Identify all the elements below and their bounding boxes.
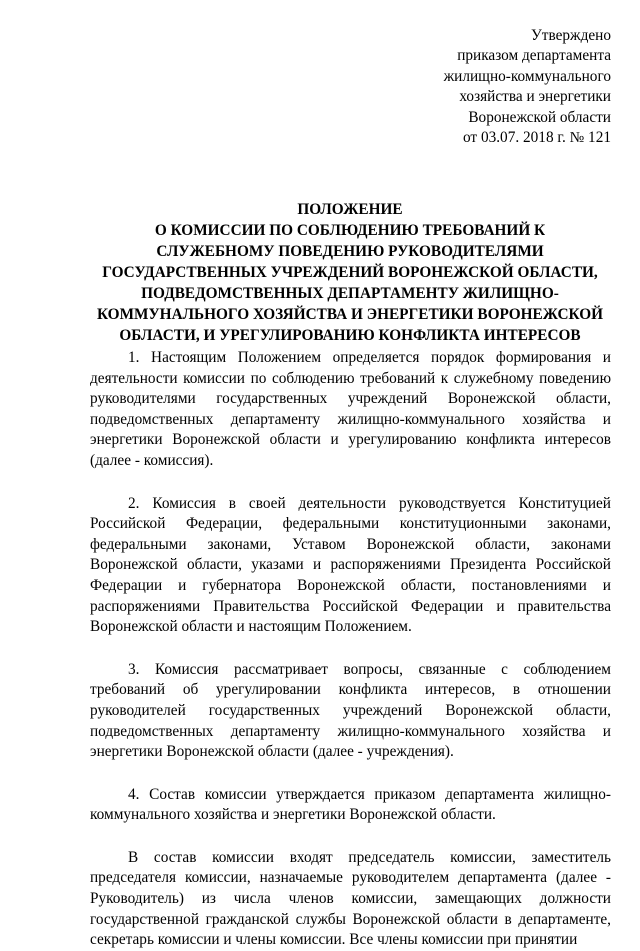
paragraph-1: 1. Настоящим Положением определяется порядок формирования и деятельности комиссии по соблюдению требований к служебному поведению руководителями государственных учреждений Воронежской области, подведомственных департаменту жилищно-коммунального хозяйства и энергетики Воронежской области и урегулированию конфликта интересов (далее - комиссия). — [90, 349, 611, 469]
document-body — [90, 348, 611, 951]
title-line: ОБЛАСТИ, И УРЕГУЛИРОВАНИЮ КОНФЛИКТА ИНТЕРЕСОВ — [119, 327, 581, 344]
approval-stamp — [351, 26, 611, 148]
document-title — [90, 199, 610, 346]
title-line: ПОЛОЖЕНИЕ — [297, 201, 403, 218]
approval-line: жилищно-коммунального — [443, 67, 611, 85]
paragraph-2: 2. Комиссия в своей деятельности руководствуется Конституцией Российской Федерации, федеральными конституционными законами, федеральными законами, Уставом Воронежской области, законами Воронежской области, указами и распоряжениями Президента Российской Федерации и губернатора Воронежской области, постановлениями и распоряжениями Правительства Российской Федерации и правительства Воронежской области и настоящим Положением. — [90, 494, 611, 636]
title-line: ГОСУДАРСТВЕННЫХ УЧРЕЖДЕНИЙ ВОРОНЕЖСКОЙ ОБЛАСТИ, — [102, 264, 598, 281]
approval-line: хозяйства и энергетики — [459, 88, 611, 106]
title-line: ПОДВЕДОМСТВЕННЫХ ДЕПАРТАМЕНТУ ЖИЛИЩНО- — [141, 285, 559, 302]
approval-line: приказом департамента — [457, 47, 611, 65]
title-line: О КОМИССИИ ПО СОБЛЮДЕНИЮ ТРЕБОВАНИЙ К — [154, 222, 546, 239]
approval-line: Воронежской области — [468, 108, 611, 126]
paragraph-5: В состав комиссии входят председатель комиссии, заместитель председателя комиссии, назначаемые руководителем департамента (далее - Руководитель) из числа членов комиссии, замещающих должности государственной гражданской службы Воронежской области в департаменте, секретарь комиссии и члены комиссии. Все члены комиссии при принятии — [90, 848, 611, 949]
paragraph-4: 4. Состав комиссии утверждается приказом департамента жилищно-коммунального хозяйства и энергетики Воронежской области. — [90, 785, 611, 824]
title-line: СЛУЖЕБНОМУ ПОВЕДЕНИЮ РУКОВОДИТЕЛЯМИ — [156, 243, 544, 260]
paragraph-3: 3. Комиссия рассматривает вопросы, связанные с соблюдением требований об урегулировании конфликта интересов, в отношении руководителей государственных учреждений Воронежской области, подведомственных департаменту жилищно-коммунального хозяйства и энергетики Воронежской области (далее - учреждения). — [90, 660, 611, 761]
approval-line: от 03.07. 2018 г. № 121 — [462, 129, 611, 147]
title-line: КОММУНАЛЬНОГО ХОЗЯЙСТВА И ЭНЕРГЕТИКИ ВОРОНЕЖСКОЙ — [96, 306, 604, 323]
approval-line: Утверждено — [530, 27, 611, 44]
